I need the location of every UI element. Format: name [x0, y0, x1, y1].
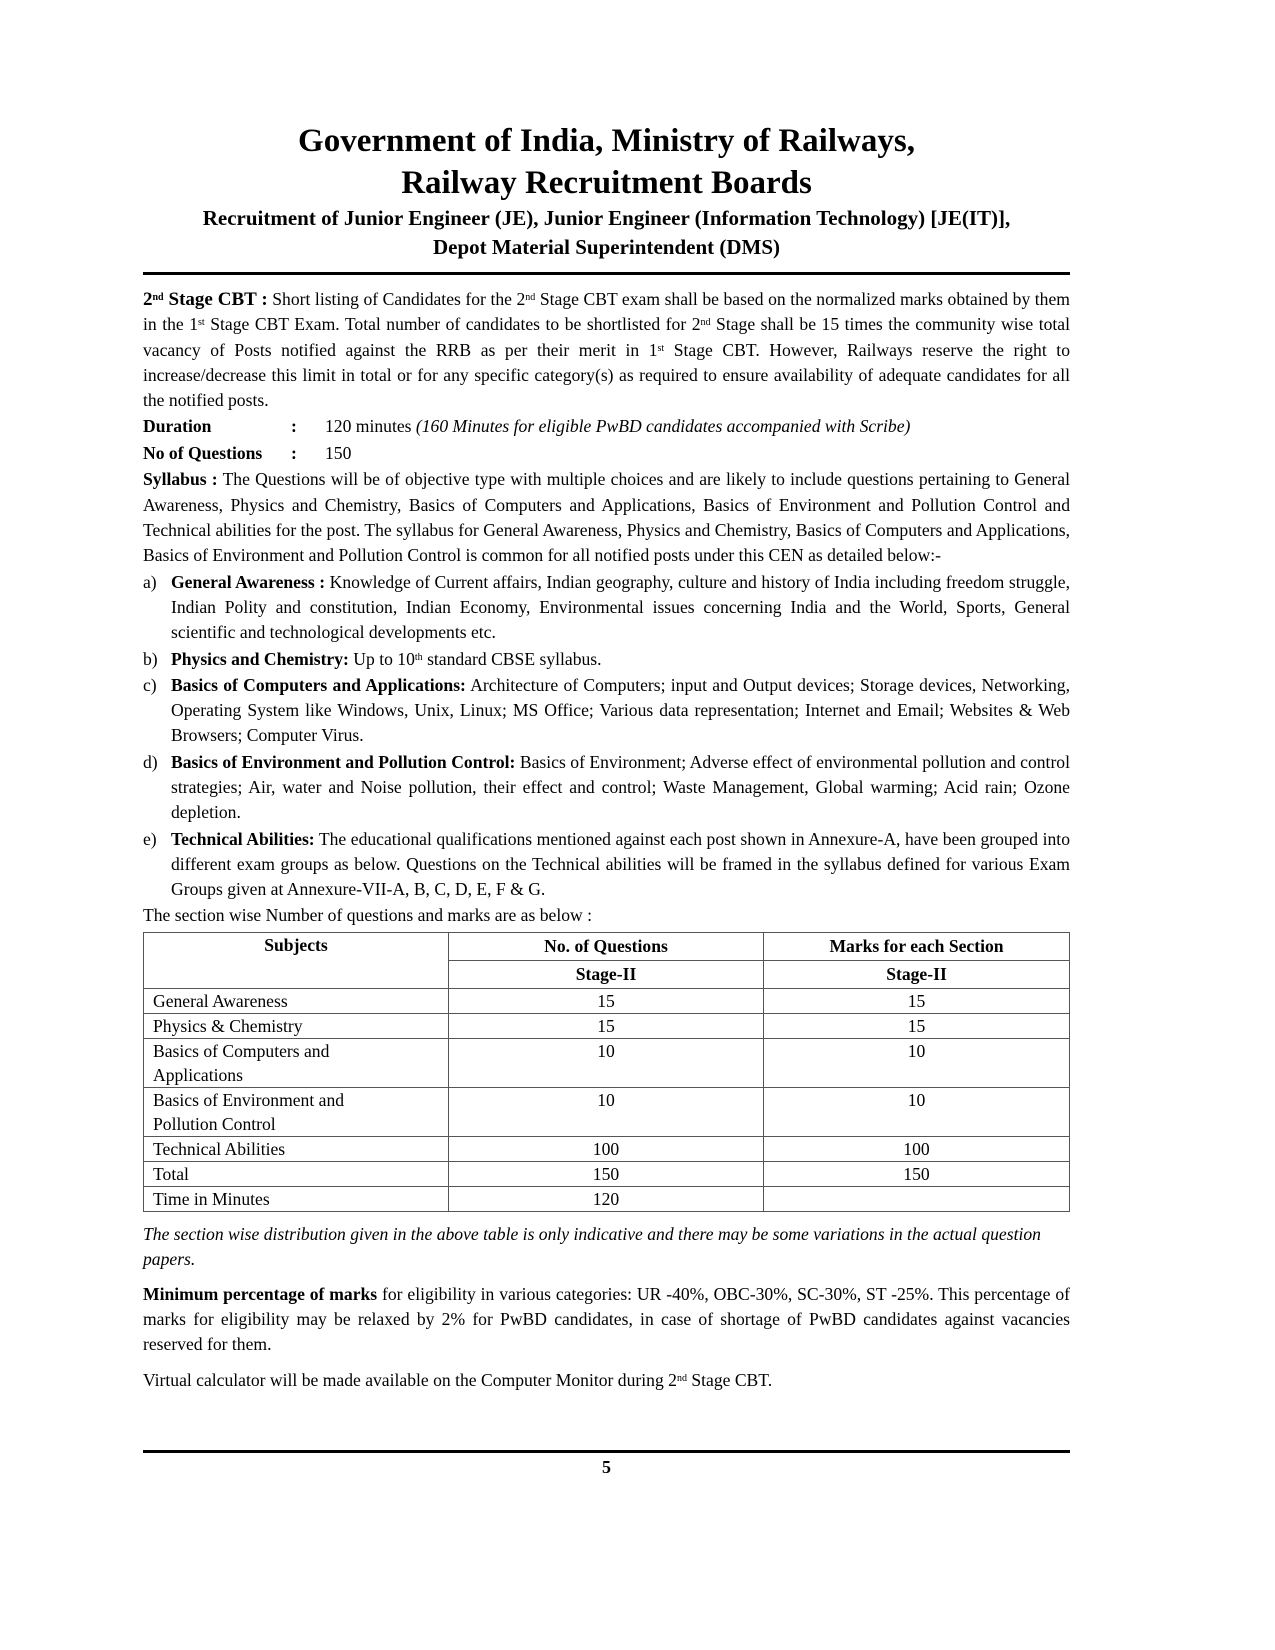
header-marks: Marks for each Section: [764, 932, 1070, 960]
page-number: 5: [602, 1457, 611, 1477]
calculator-paragraph: Virtual calculator will be made available on the Computer Monitor during 2nd Stage CBT.: [143, 1369, 773, 1390]
list-item: b) Physics and Chemistry: Up to 10th standard CBSE syllabus.: [143, 648, 602, 669]
list-item: e) Technical Abilities: The educational qualifications mentioned against each post shown in Annexure-A, have been grouped into different exam groups as below. Questions on the Technical abilities will be framed in the syllabus defined for various Exam Groups given at Annexure-VII-A, B, C, D, E, F & G.: [143, 828, 1070, 900]
page-footer: [143, 1450, 1070, 1478]
stage-cbt-paragraph: 2nd Stage CBT : Short listing of Candidates for the 2nd Stage CBT exam shall be based on the normalized marks obtained by them in the 1st Stage CBT Exam. Total number of candidates to be shortlisted for 2nd Stage shall be 15 times the community wise total vacancy of Posts notified against the RRB as per their merit in 1st Stage CBT. However, Railways reserve the right to increase/decrease this limit in total or for any specific category(s) as required to ensure availability of adequate candidates for all the notified posts.: [143, 289, 1070, 411]
list-item: c) Basics of Computers and Applications: Architecture of Computers; input and Output devices; Storage devices, Networking, Operating System like Windows, Unix, Linux; MS Office; Various data representation; Internet and Email; Websites & Web Browsers; Computer Virus.: [143, 674, 1070, 746]
list-item: a) General Awareness : Knowledge of Current affairs, Indian geography, culture and history of India including freedom struggle, Indian Polity and constitution, Indian Economy, Environmental issues concerning India and the World, Sports, General scientific and technological developments etc.: [143, 571, 1070, 643]
table-row: Time in Minutes 120: [144, 1186, 1070, 1211]
header-divider: [143, 272, 1070, 275]
duration-value: 120 minutes (160 Minutes for eligible PwBD candidates accompanied with Scribe): [325, 416, 911, 437]
table-row: Technical Abilities 100 100: [144, 1136, 1070, 1161]
duration-row: Duration : 120 minutes (160 Minutes for eligible PwBD candidates accompanied with Scribe): [143, 413, 1070, 440]
syllabus-list: [143, 570, 1070, 903]
table-row: Total 150 150: [144, 1161, 1070, 1186]
table-row: General Awareness 15 15: [144, 988, 1070, 1013]
table-row: Physics & Chemistry 15 15: [144, 1013, 1070, 1038]
header-questions: No. of Questions: [449, 932, 764, 960]
table-note: The section wise distribution given in the above table is only indicative and there may be some variations in the actual question papers.: [143, 1223, 1041, 1269]
header-subjects: Subjects: [144, 932, 449, 988]
title-line-1: Government of India, Ministry of Railways,: [298, 123, 915, 159]
questions-value: 150: [325, 443, 352, 464]
questions-label: No of Questions: [143, 443, 263, 464]
min-marks-paragraph: Minimum percentage of marks for eligibility in various categories: UR -40%, OBC-30%, SC-30%, ST -25%. This percentage of marks for eligibility may be relaxed by 2% for PwBD candidates, in case of shortage of PwBD candidates against vacancies reserved for them.: [143, 1283, 1070, 1355]
table-intro: The section wise Number of questions and marks are as below :: [143, 904, 593, 925]
title-line-2: Railway Recruitment Boards: [401, 165, 812, 201]
questions-row: No of Questions : 150: [143, 440, 1070, 467]
syllabus-paragraph: Syllabus : The Questions will be of objective type with multiple choices and are likely to include questions pertaining to General Awareness, Physics and Chemistry, Basics of Computers and Applications, Basics of Environment and Pollution Control and Technical abilities for the post. The syllabus for General Awareness, Physics and Chemistry, Basics of Computers and Applications, Basics of Environment and Pollution Control is common for all notified posts under this CEN as detailed below:-: [143, 469, 1070, 566]
list-item: d) Basics of Environment and Pollution Control: Basics of Environment; Adverse effect of environmental pollution and control strategies; Air, water and Noise pollution, their effect and control; Waste Management, Global warming; Acid rain; Ozone depletion.: [143, 751, 1070, 823]
duration-label: Duration: [143, 416, 212, 437]
table-row: Basics of Environment and Pollution Control 10 10: [144, 1087, 1070, 1136]
footer-divider: [143, 1450, 1070, 1453]
document-page: [143, 120, 1070, 1393]
stage-cbt-label: 2nd Stage CBT :: [143, 289, 268, 310]
subheader-marks: Stage-II: [764, 960, 1070, 988]
marks-table: [143, 932, 1070, 1212]
subtitle-line-1: Recruitment of Junior Engineer (JE), Junior Engineer (Information Technology) [JE(IT)],: [202, 206, 1011, 230]
table-row: Basics of Computers and Applications 10 10: [144, 1038, 1070, 1087]
subheader-questions: Stage-II: [449, 960, 764, 988]
subtitle-line-2: Depot Material Superintendent (DMS): [432, 235, 781, 259]
